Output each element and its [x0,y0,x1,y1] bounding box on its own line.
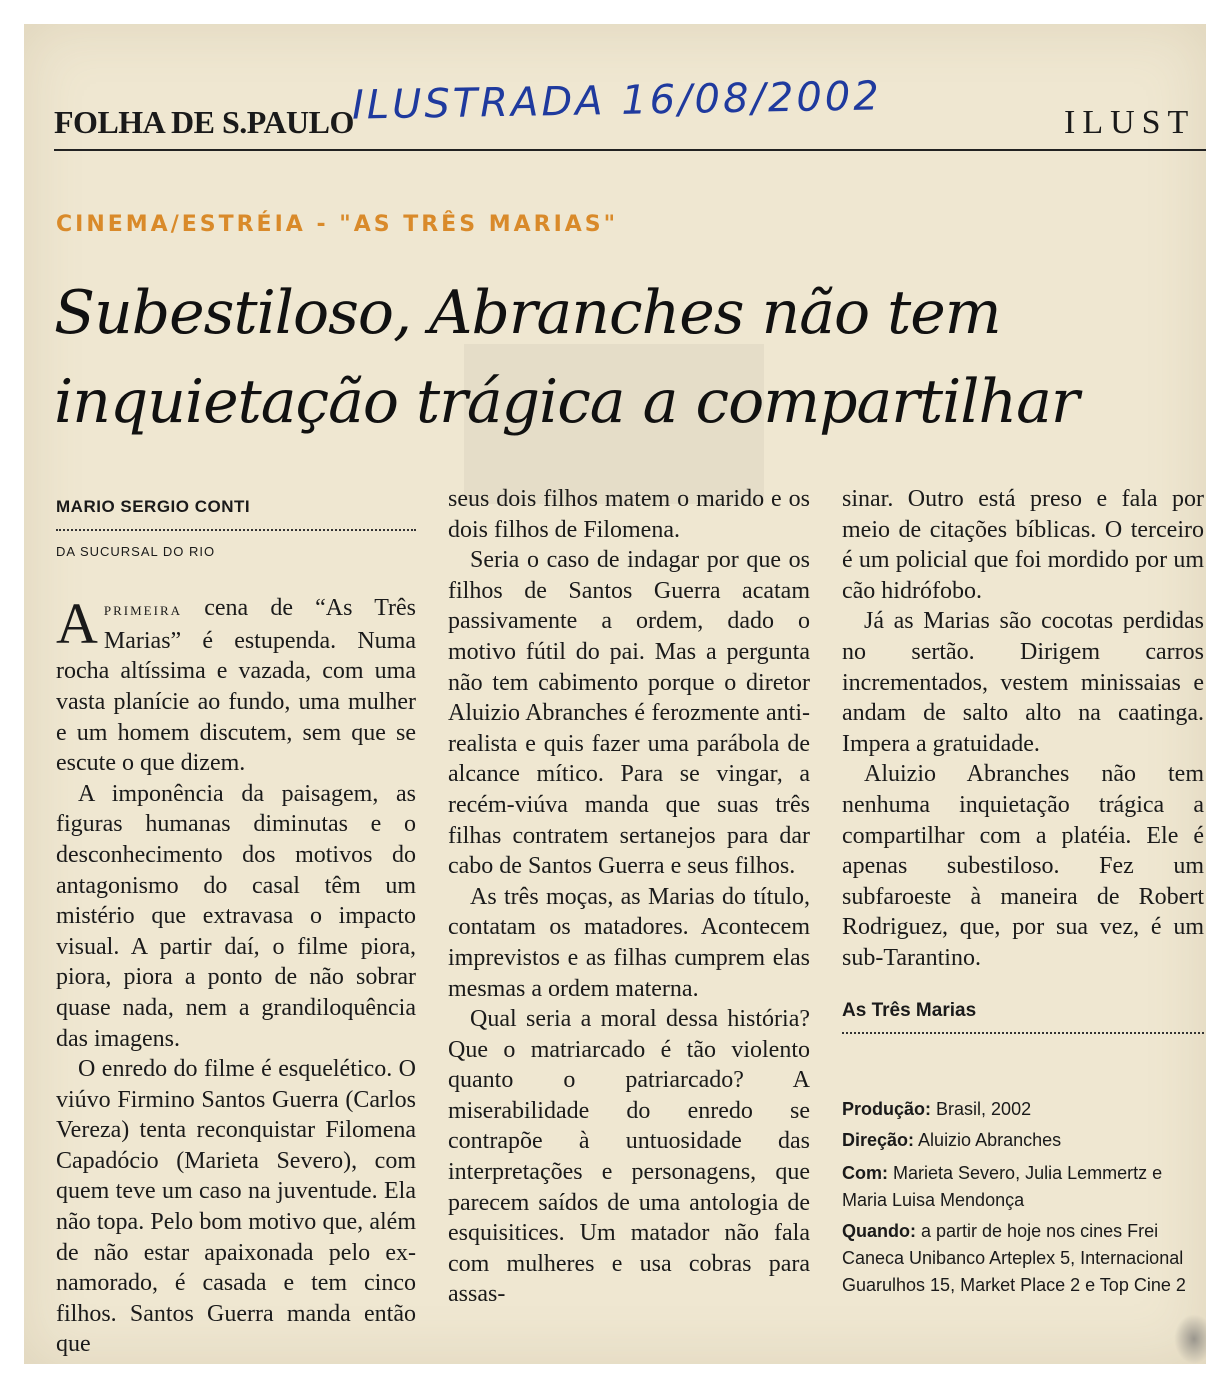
fact-value: Marieta Severo, Julia Lemmertz e Maria Luisa Mendonça [842,1163,1163,1211]
paragraph-8: Aluizio Abranches não tem nenhuma inquietação trágica a compartilhar com a platéia. Ele é apenas subestiloso. Fez um subfaroeste à maneira de Robert Rodriguez, que, por sua vez, é um sub-Tarantino. [842,761,1204,971]
factbox-title: As Três Marias [842,999,977,1021]
paragraph-6: Qual seria a moral dessa história? Que o matriarcado é tão violento quanto o patriarcado? A miserabilidade do enredo se contrapõe à untuosidade das interpretações e personagens, que parecem saídos de uma antologia de esquisitices. Um matador não fala com mulheres e usa cobras para assas- [448,1006,810,1308]
paragraph-5: As três moças, as Marias do título, contatam os matadores. Acontecem imprevistos e as filhas cumprem elas mesmas a ordem materna. [448,883,810,1002]
fact-com [842,1160,1204,1214]
column-1 [56,484,416,1360]
column-3 [842,484,1204,1303]
paragraph-3-continued: seus dois filhos matem o marido e os dois filhos de Filomena. [448,486,810,543]
factbox-divider [842,1032,1204,1034]
fact-label: Quando: [842,1221,916,1242]
headline-line-2: inquietação trágica a compartilhar [54,367,1079,437]
headline [54,269,1204,447]
fact-label: Produção: [842,1099,932,1120]
kicker: CINEMA/ESTRÉIA - "AS TRÊS MARIAS" [56,212,619,237]
fact-value: Brasil, 2002 [936,1099,1032,1120]
paragraph-4: Seria o caso de indagar por que os filhos de Santos Guerra acatam passivamente a ordem, dado o motivo fútil do pai. Mas a pergunta não tem cabimento porque o diretor Aluizio Abranches é ferozmente anti-realista e quis fazer uma parábola de alcance mítico. Para se vingar, a recém-viúva manda que suas três filhas contratem sertanejos para dar cabo de Santos Guerra e seus filhos. [448,547,810,880]
paper-smudge [1174,1314,1206,1364]
section-name: ILUST [1064,104,1196,141]
fact-label: Com: [842,1163,888,1184]
fact-value: Aluizio Abranches [918,1130,1062,1151]
fact-quando [842,1218,1204,1299]
byline-bureau: DA SUCURSAL DO RIO [56,543,216,559]
paragraph-6-continued: sinar. Outro está preso e fala por meio de citações bíblicas. O terceiro é um policial que foi mordido por um cão hidrófobo. [842,486,1204,604]
factbox [842,1096,1204,1299]
headline-line-1: Subestiloso, Abranches não tem [54,278,1001,348]
masthead: FOLHA DE S.PAULO [54,104,354,140]
byline-divider [56,529,416,531]
lead-smallcaps: primeira [103,599,183,621]
handwritten-note: ILUSTRADA 16/08/2002 [351,73,883,129]
fact-producao [842,1096,1204,1123]
paragraph-3: O enredo do filme é esquelético. O viúvo Firmino Santos Guerra (Carlos Vereza) tenta reconquistar Filomena Capadócio (Marieta Severo), com quem teve um caso na juventude. Ela não topa. Pelo bom motivo que, além de não estar apaixonada pelo ex-namorado, é casada e tem cinco filhos. Santos Guerra manda então que [56,1056,416,1358]
dropcap: A [56,591,98,657]
fact-direcao [842,1127,1204,1154]
paragraph-1 [56,593,416,779]
paragraph-2: A imponência da paisagem, as figuras humanas diminutas e o desconhecimento dos motivos do antagonismo do casal têm um mistério que extravasa o impacto visual. A partir daí, o filme piora, piora, piora a ponto de não sobrar quase nada, nem a grandiloquência das imagens. [56,780,416,1052]
header-rule [54,149,1206,151]
fact-value: a partir de hoje nos cines Frei Caneca Unibanco Arteplex 5, Internacional Guarulhos 15, Market Place 2 e Top Cine 2 [842,1221,1186,1296]
fact-label: Direção: [842,1130,915,1151]
byline-author: MARIO SERGIO CONTI [56,497,251,516]
paragraph-7: Já as Marias são cocotas perdidas no sertão. Dirigem carros incrementados, vestem minissaias e andam de salto alto na caatinga. Impera a gratuidade. [842,608,1204,757]
paragraph-1-text: cena de “As Três Marias” é estupenda. Numa rocha altíssima e vazada, com uma vasta planície ao fundo, uma mulher e um homem discutem, sem que se escute o que dizem. [56,595,416,777]
column-2 [448,484,810,1310]
newspaper-clipping [24,24,1206,1364]
